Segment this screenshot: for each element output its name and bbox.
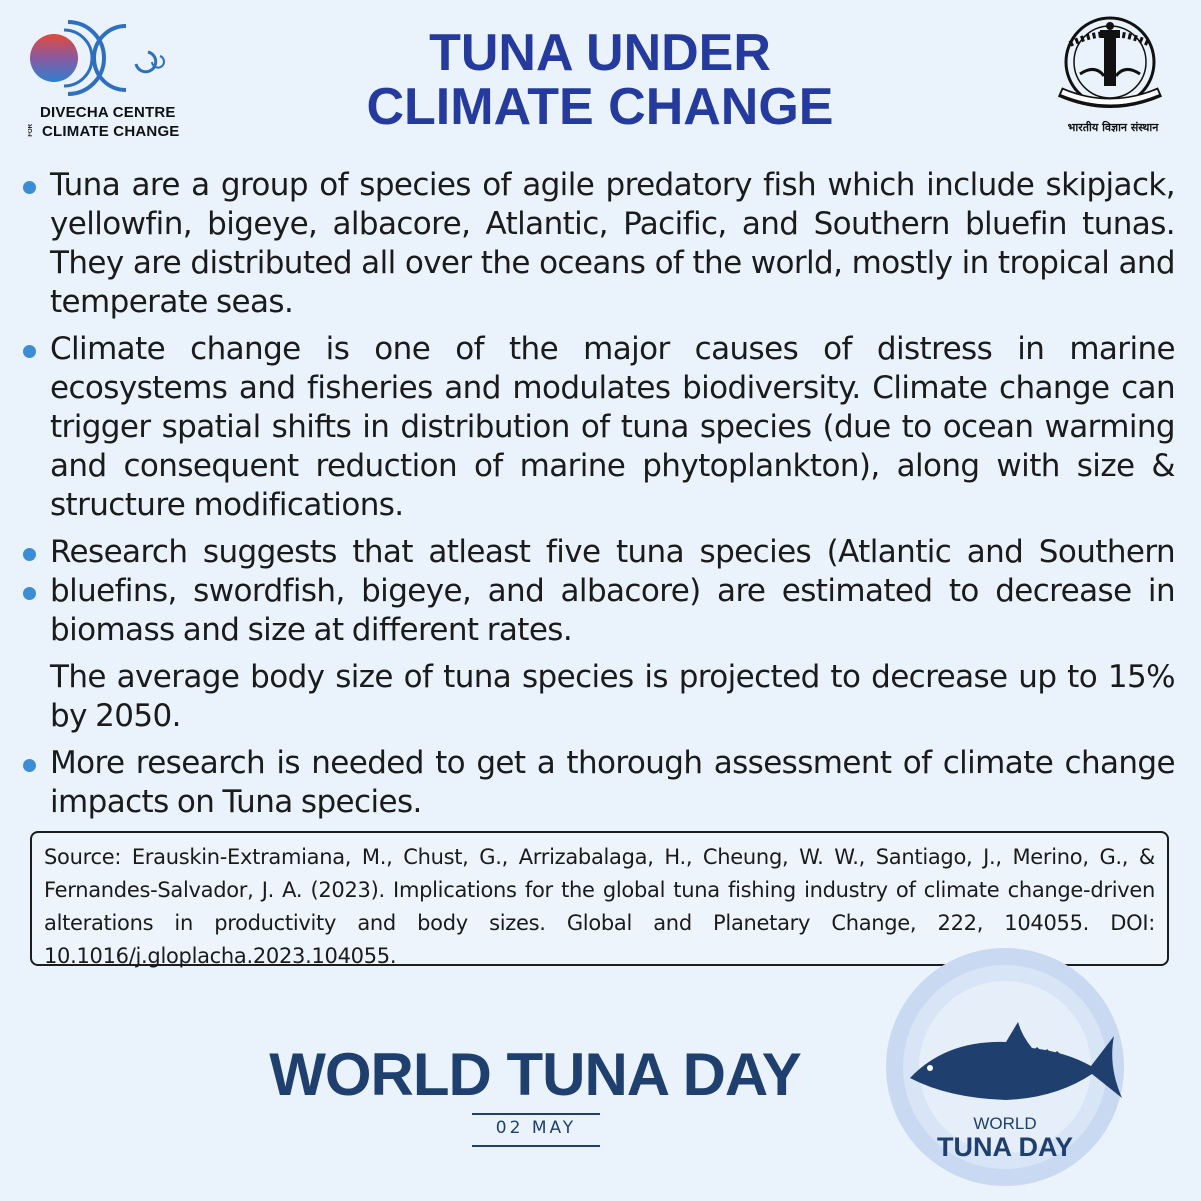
bullet-dot-icon — [23, 587, 36, 600]
logo-text-small: FOR — [28, 124, 34, 137]
bullet-text: Research suggests that atleast five tuna species (Atlantic and Southern bluefins, swordfish, bigeye, and albacore) are estimated to decrease in biomass and size at different rates. — [50, 534, 1175, 648]
iisc-hindi-name: भारतीय विज्ञान संस्थान — [1067, 121, 1159, 134]
title-line2: CLIMATE CHANGE — [366, 78, 834, 136]
bullet-dot-icon — [23, 345, 36, 358]
divider — [472, 1145, 600, 1147]
list-item — [20, 166, 1175, 322]
page-title — [300, 26, 900, 134]
logo-text-line1: DIVECHA CENTRE — [40, 104, 176, 121]
iisc-emblem-icon — [1040, 14, 1185, 118]
source-citation-box — [30, 831, 1169, 966]
divecha-centre-logo — [28, 16, 180, 146]
title-line1: TUNA UNDER — [429, 24, 771, 82]
bullet-text: Climate change is one of the major causes of distress in marine ecosystems and fisheries and modulates biodiversity. Climate change can trigger spatial shifts in distribution of tuna species (due to ocean warming and consequent reduction of marine phytoplankton), along with size & structure modifications. — [50, 331, 1175, 523]
world-tuna-day-title: WORLD TUNA DAY — [269, 1041, 801, 1108]
iisc-logo — [1040, 14, 1185, 144]
dccc-emblem-icon — [28, 16, 168, 106]
world-tuna-day-badge — [886, 948, 1124, 1186]
list-item — [20, 744, 1175, 822]
list-item — [20, 330, 1175, 525]
bullet-list — [20, 166, 1175, 830]
badge-tuna-day-text: TUNA DAY — [936, 1132, 1073, 1162]
divider — [472, 1113, 600, 1115]
badge-world-text: WORLD — [973, 1114, 1037, 1133]
list-item — [20, 658, 1175, 736]
bullet-text: Tuna are a group of species of agile predatory fish which include skipjack, yellowfin, bigeye, albacore, Atlantic, Pacific, and Southern bluefin tunas. They are distributed all over the oceans of the world, mostly in tropical and temperate seas. — [50, 167, 1175, 320]
bullet-dot-icon — [23, 181, 36, 194]
logo-text-line2: CLIMATE CHANGE — [42, 123, 180, 140]
list-item — [20, 533, 1175, 650]
bullet-text: More research is needed to get a thorough assessment of climate change impacts on Tuna species. — [50, 745, 1175, 820]
event-date: 02 MAY — [495, 1118, 577, 1138]
bullet-dot-icon — [23, 759, 36, 772]
bullet-dot-icon — [23, 548, 36, 561]
source-citation-text: Source: Erauskin-Extramiana, M., Chust, G., Arrizabalaga, H., Cheung, W. W., Santiago, J., Merino, G., & Fernandes-Salvador, J. A. (2023). Implications for the global tuna fishing industry of climate change-driven alterations in productivity and body sizes. Global and Planetary Change, 222, 104055. DOI: 10.1016/j.gloplacha.2023.104055. — [44, 845, 1155, 968]
bullet-text: The average body size of tuna species is projected to decrease up to 15% by 2050. — [50, 659, 1175, 734]
